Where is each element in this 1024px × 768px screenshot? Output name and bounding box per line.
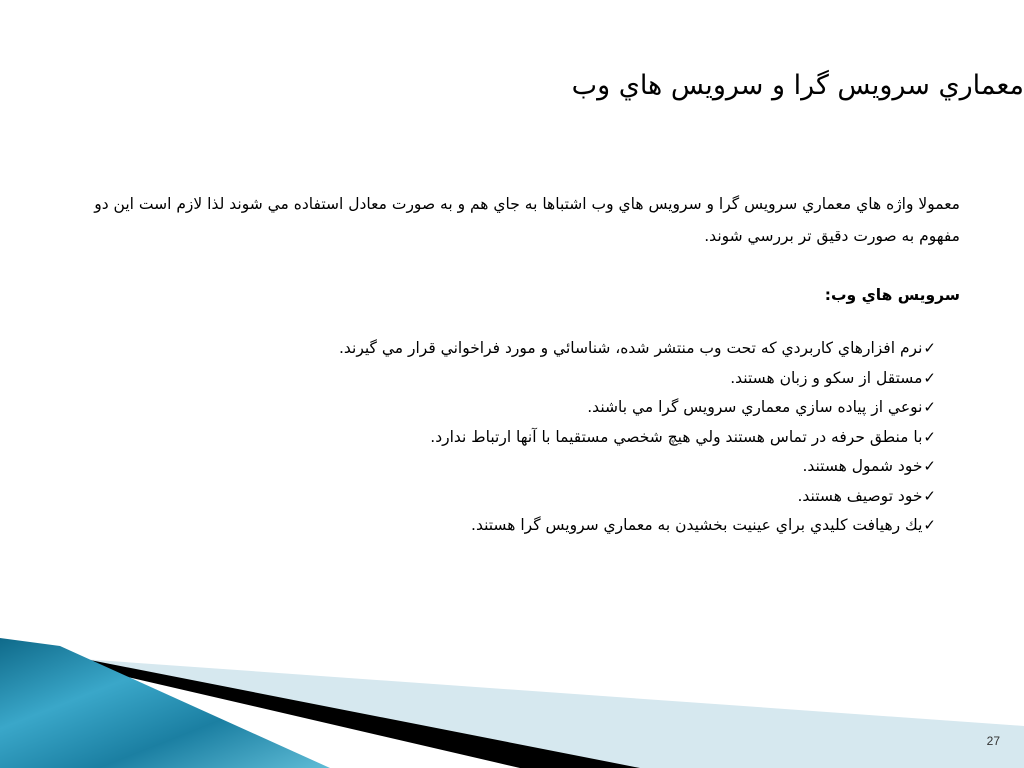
bullet-item [60, 511, 936, 541]
bullet-text: خود توصيف هستند. [797, 486, 923, 505]
bullet-text: نرم افزارهاي كاربردي كه تحت وب منتشر شده، شناسائي و مورد فراخواني قرار مي گيرند. [338, 339, 923, 357]
bullet-item [60, 482, 936, 512]
slide-body [60, 188, 960, 541]
bullet-item [60, 452, 936, 482]
checkmark-icon: ✓ [923, 339, 936, 357]
bullet-item [60, 334, 936, 364]
checkmark-icon: ✓ [923, 516, 936, 534]
slide-title-text: معماري سرويس گرا و سرويس هاي وب [571, 70, 1024, 101]
bullet-text: با منطق حرفه در تماس هستند ولي هيچ شخصي مستقيما با آنها ارتباط ندارد. [430, 427, 923, 446]
bullet-item [60, 423, 936, 453]
bullet-list [60, 334, 960, 541]
checkmark-icon: ✓ [923, 368, 936, 387]
web-services-heading: سرويس هاي وب: [824, 286, 960, 304]
bullet-text: يك رهيافت كليدي براي عينيت بخشيدن به معماري سرويس گرا هستند. [471, 516, 923, 534]
intro-paragraph: معمولا واژه هاي معماري سرويس گرا و سرويس هاي وب اشتباها به جاي هم و به صورت معادل استفاده مي شوند لذا لازم است اين دو مفهوم به صورت دقيق تر بررسي شوند. [94, 195, 960, 245]
checkmark-icon: ✓ [923, 486, 936, 505]
checkmark-icon: ✓ [923, 427, 936, 446]
bullet-item [60, 364, 936, 394]
bullet-text: نوعي از پياده سازي معماري سرويس گرا مي باشند. [587, 398, 923, 416]
bullet-item [60, 393, 936, 423]
slide-title [564, 66, 1024, 106]
bullet-text: مستقل از سكو و زبان هستند. [730, 368, 923, 387]
bullet-text: خود شمول هستند. [802, 457, 923, 475]
checkmark-icon: ✓ [923, 398, 936, 416]
footer-decoration [0, 638, 1024, 768]
checkmark-icon: ✓ [923, 457, 936, 475]
page-number: 27 [986, 734, 1000, 748]
